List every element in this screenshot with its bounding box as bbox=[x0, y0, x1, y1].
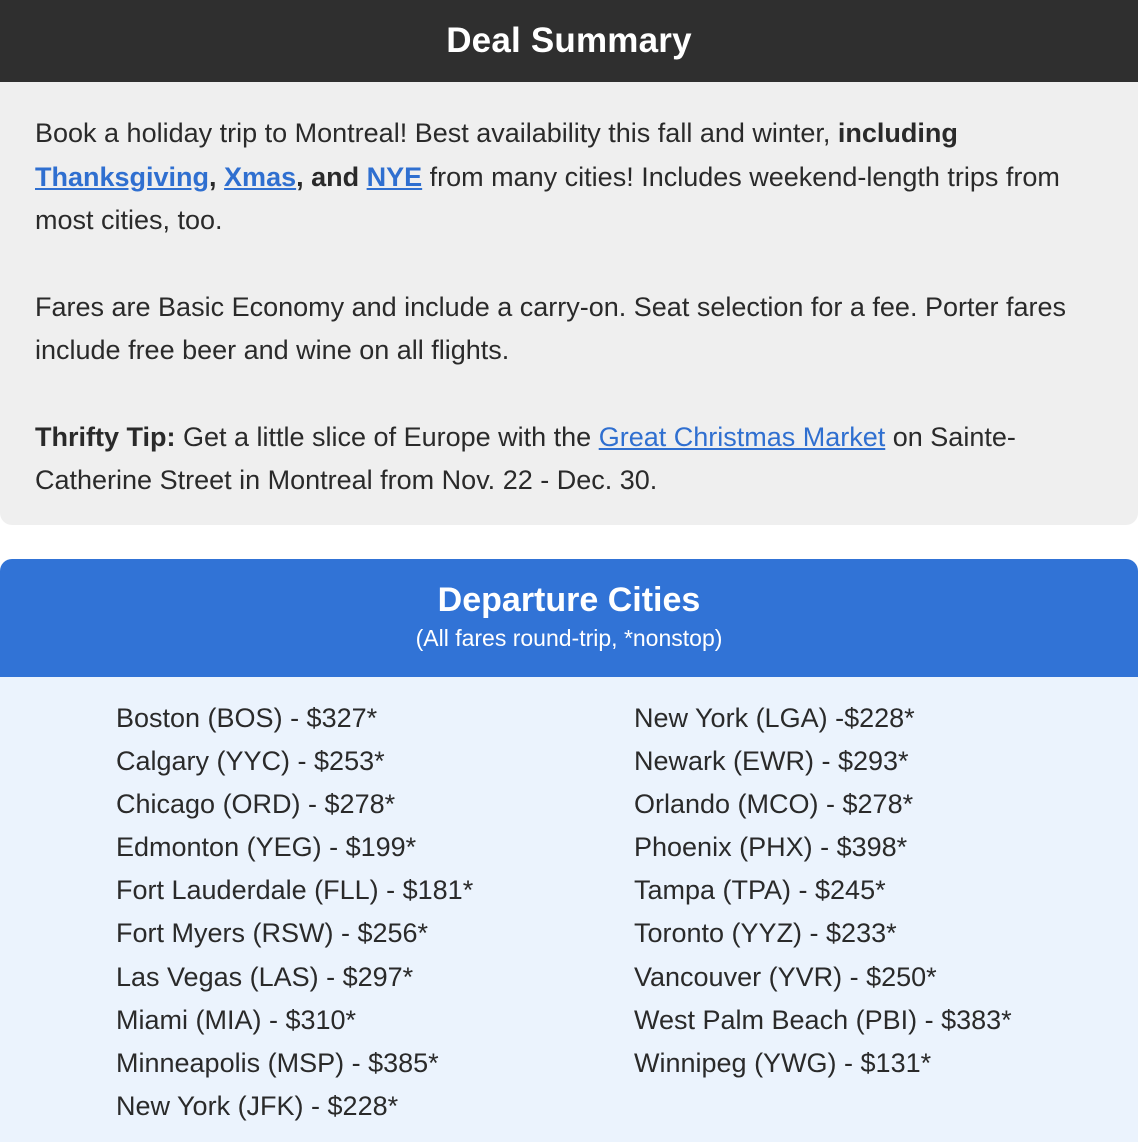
city-fare-item: Las Vegas (LAS) - $297* bbox=[116, 961, 414, 992]
city-fare-item: Phoenix (PHX) - $398* bbox=[634, 832, 908, 863]
summary-p1-and: , and bbox=[296, 161, 367, 192]
xmas-link[interactable]: Xmas bbox=[224, 161, 297, 192]
city-fare-item: New York (LGA) -$228* bbox=[634, 703, 915, 733]
thanksgiving-link[interactable]: Thanksgiving bbox=[35, 161, 210, 192]
city-fare-item: Calgary (YYC) - $253* bbox=[116, 746, 385, 777]
deal-summary-card bbox=[0, 0, 1138, 525]
summary-paragraph-2: Fares are Basic Economy and include a carry-on. Seat selection for a fee. Porter fares include free beer and wine on all flights. bbox=[35, 291, 1066, 365]
city-fare-item: Boston (BOS) - $327* bbox=[116, 703, 378, 733]
summary-paragraph-3 bbox=[35, 416, 1102, 503]
departure-cities-card bbox=[0, 559, 1138, 1142]
city-fare-item: Toronto (YYZ) - $233* bbox=[634, 918, 897, 949]
thrifty-tip-tail: on Sainte-Catherine Street in Montreal from Nov. 22 - Dec. 30. bbox=[35, 421, 1016, 495]
departure-cities-list bbox=[0, 677, 1138, 1142]
city-column-left bbox=[116, 697, 473, 1128]
summary-p1-including: including bbox=[837, 118, 958, 148]
city-fare-item: Fort Lauderdale (FLL) - $181* bbox=[116, 875, 474, 906]
nye-link[interactable]: NYE bbox=[366, 161, 423, 192]
summary-p1-text: Book a holiday trip to Montreal! Best availability this fall and winter, bbox=[35, 118, 838, 148]
summary-p1-tail: from many cities! Includes weekend-length trips from most cities, too. bbox=[35, 161, 1060, 235]
deal-summary-body bbox=[0, 82, 1138, 503]
city-fare-item: Fort Myers (RSW) - $256* bbox=[116, 918, 429, 949]
thrifty-tip-label: Thrifty Tip: bbox=[35, 421, 176, 452]
departure-cities-header bbox=[0, 559, 1138, 677]
city-fare-item: New York (JFK) - $228* bbox=[116, 1090, 399, 1121]
city-fare-item: Newark (EWR) - $293* bbox=[634, 746, 909, 777]
city-fare-item: Orlando (MCO) - $278* bbox=[634, 789, 914, 820]
summary-p1-comma: , bbox=[209, 161, 225, 192]
city-fare-item: Miami (MIA) - $310* bbox=[116, 1004, 357, 1035]
departure-cities-subtitle: (All fares round-trip, *nonstop) bbox=[415, 625, 723, 651]
deal-summary-title: Deal Summary bbox=[0, 0, 1138, 82]
city-fare-item: Edmonton (YEG) - $199* bbox=[116, 832, 417, 863]
city-fare-item: Tampa (TPA) - $245* bbox=[634, 875, 886, 906]
thrifty-tip-text: Get a little slice of Europe with the bbox=[175, 421, 599, 452]
city-column-right bbox=[634, 697, 1012, 1085]
city-fare-item: Winnipeg (YWG) - $131* bbox=[634, 1047, 932, 1078]
city-fare-item: Vancouver (YVR) - $250* bbox=[634, 961, 937, 992]
great-christmas-market-link[interactable]: Great Christmas Market bbox=[598, 421, 886, 452]
departure-cities-title: Departure Cities bbox=[437, 581, 701, 619]
city-fare-item: Minneapolis (MSP) - $385* bbox=[116, 1047, 439, 1078]
city-fare-item: Chicago (ORD) - $278* bbox=[116, 789, 396, 820]
city-fare-item: West Palm Beach (PBI) - $383* bbox=[634, 1004, 1012, 1035]
summary-paragraph-1 bbox=[35, 112, 1102, 243]
